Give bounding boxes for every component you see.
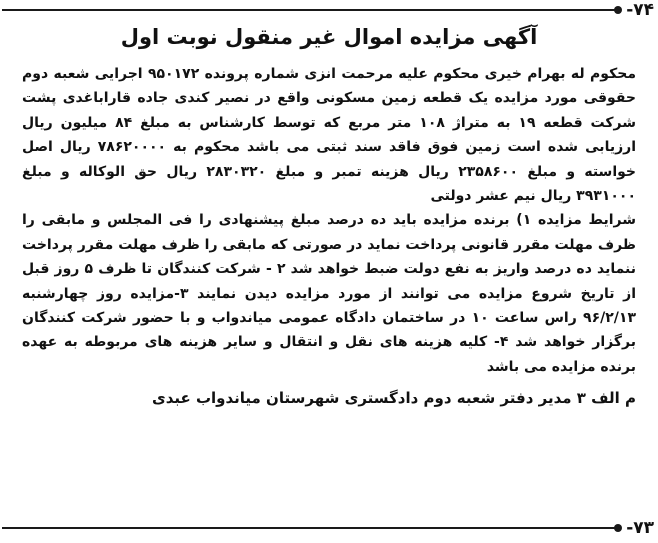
bottom-page-rule — [0, 518, 658, 538]
top-page-rule — [0, 0, 658, 20]
bottom-divider-line — [2, 527, 618, 529]
notice-signature: م الف ۳ مدیر دفتر شعبه دوم دادگستری شهرستان میاندواب عبدی — [151, 389, 636, 408]
notice-body-paragraph: محکوم له بهرام خیری محکوم علیه مرحمت انزی شماره پرونده ۹۵۰۱۷۲ اجرایی شعبه دوم حقوقی مورد مزایده یک قطعه زمین مسکونی واقع در نصیر کندی جاده قاراباغدی پشت شرکت قطعه ۱۹ به متراژ ۱۰۸ متر مربع که توسط کارشناس به مبلغ ۸۴ میلیون ریال ارزیابی شده است زمین فوق فاقد سند ثبتی می باشد محکوم به ۷۸۶۲۰۰۰۰ ریال اصل خواسته و مبلغ ۲۳۵۸۶۰۰ ریال هزینه تمبر و مبلغ ۲۸۳۰۳۲۰ ریال حق الوکاله و مبلغ ۳۹۳۱۰۰۰ ریال نیم عشر دولتی — [22, 66, 636, 205]
auction-notice — [22, 22, 636, 516]
top-page-number: -۷۴ — [626, 0, 654, 20]
top-divider-line — [2, 9, 618, 11]
bottom-page-number: -۷۳ — [626, 518, 654, 538]
notice-title: آگهی مزایده اموال غیر منقول نوبت اول — [120, 25, 538, 49]
auction-conditions-paragraph: شرایط مزایده ۱) برنده مزایده باید ده درصد مبلغ پیشنهادی را فی المجلس و مابقی را ظرف مهلت مقرر قانونی پرداخت نماید در صورتی که مابقی را ظرف مهلت مقرر پرداخت ننماید ده درصد واریز به نفع دولت ضبط خواهد شد ۲ - شرکت کنندگان تا ظرف ۵ روز قبل از تاریخ شروع مزایده می توانند از مورد مزایده دیدن نمایند ۳-مزایده روز چهارشنبه ۹۶/۲/۱۳ راس ساعت ۱۰ در ساختمان دادگاه عمومی میاندواب و با حضور شرکت کنندگان برگزار خواهد شد ۴- کلیه هزینه های نقل و انتقال و سایر هزینه های مربوطه به عهده برنده مزایده می باشد — [22, 212, 636, 375]
